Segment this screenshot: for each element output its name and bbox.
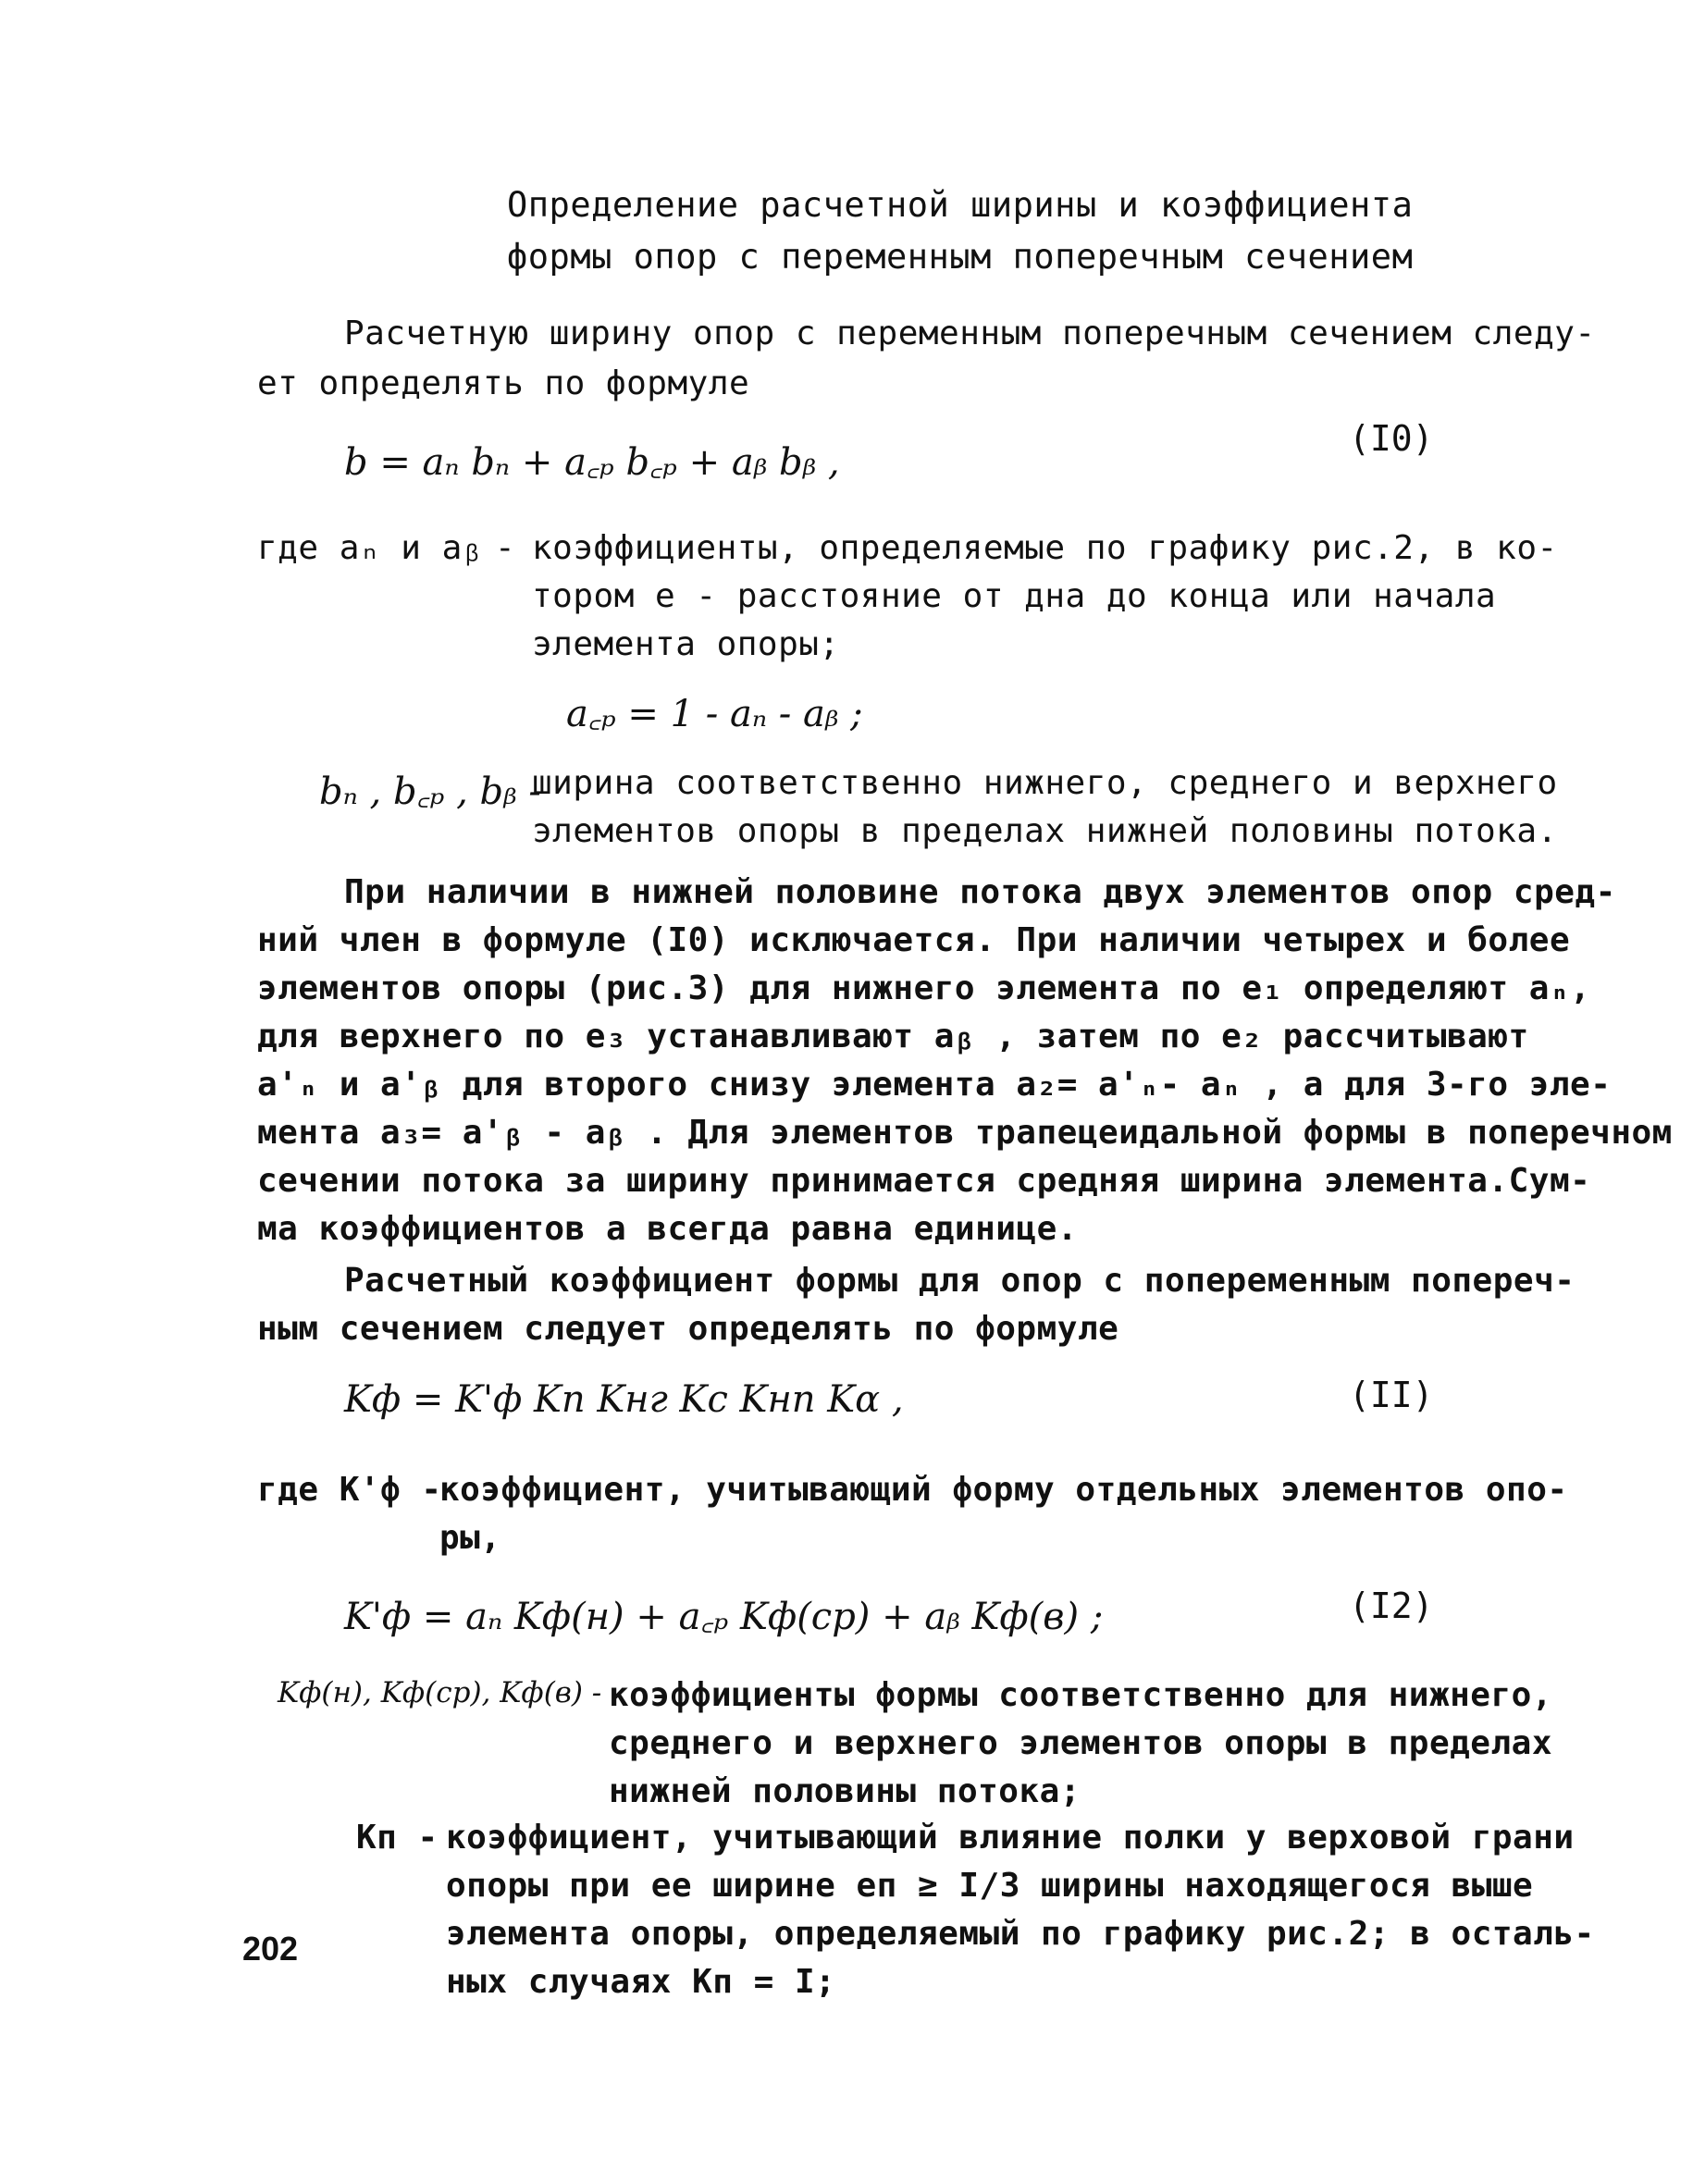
paragraph-2-line-6: мента a₃= a'ᵦ - aᵦ . Для элементов трапецеидальной формы в поперечном: [257, 1114, 1673, 1152]
where-4-line-3: нижней половины потока;: [609, 1772, 1081, 1810]
where-1-line-3: элемента опоры;: [532, 625, 840, 663]
where-2-line-2: элементов опоры в пределах нижней половины потока.: [532, 812, 1558, 850]
where-3-line-1: коэффициент, учитывающий форму отдельных элементов опо-: [439, 1471, 1568, 1509]
where-1-dash: -: [495, 529, 516, 567]
where-5-line-4: ных случаях Kп = I;: [446, 1963, 836, 2001]
paragraph-2-line-5: a'ₙ и a'ᵦ для второго снизу элемента a₂= a'ₙ- aₙ , а для 3-го эле-: [257, 1066, 1612, 1104]
title-line-1: Определение расчетной ширины и коэффициента: [507, 185, 1414, 225]
where-3-line-2: ры,: [439, 1519, 501, 1557]
equation-number-12: (I2): [1349, 1586, 1434, 1626]
paragraph-1-line-1: Расчетную ширину опор с переменным поперечным сечением следу-: [344, 315, 1596, 352]
formula-a-sr: a꜀ₚ = 1 - aₙ - aᵦ ;: [566, 693, 863, 735]
paragraph-3-line-1: Расчетный коэффициент формы для опор с попеременным попереч-: [344, 1262, 1576, 1300]
where-2-lead: bₙ , b꜀ₚ , bᵦ -: [319, 771, 541, 813]
equation-number-10: (I0): [1349, 418, 1434, 459]
where-1-line-2: тором e - расстояние от дна до конца или начала: [532, 577, 1497, 615]
paragraph-2-line-2: ний член в формуле (I0) исключается. При наличии четырех и более: [257, 921, 1571, 959]
where-5-lead: Kп -: [356, 1819, 439, 1857]
equation-number-11: (II): [1349, 1375, 1434, 1415]
where-5-line-1: коэффициент, учитывающий влияние полки у верховой грани: [446, 1819, 1575, 1857]
where-1-lead: где aₙ и aᵦ: [257, 529, 483, 567]
where-5-line-2: опоры при ее ширине eп ≥ I/3 ширины находящегося выше: [446, 1867, 1534, 1905]
paragraph-3-line-2: ным сечением следует определять по формуле: [257, 1310, 1119, 1348]
formula-11: Kф = K'ф Kп Kнг Kс Kнп Kα ,: [344, 1378, 904, 1421]
where-2-line-1: ширина соответственно нижнего, среднего и верхнего: [532, 764, 1558, 802]
where-4-line-2: среднего и верхнего элементов опоры в пределах: [609, 1724, 1552, 1762]
paragraph-2-line-1: При наличии в нижней половине потока двух элементов опор сред-: [344, 873, 1616, 911]
where-4-lead: Kф(н), Kф(ср), Kф(в) -: [278, 1676, 602, 1709]
where-1-line-1: коэффициенты, определяемые по графику рис.2, в ко-: [532, 529, 1558, 567]
paragraph-2-line-3: элементов опоры (рис.3) для нижнего элемента по e₁ определяют aₙ,: [257, 969, 1591, 1007]
where-4-line-1: коэффициенты формы соответственно для нижнего,: [609, 1676, 1552, 1714]
paragraph-1-line-2: ет определять по формуле: [257, 364, 750, 402]
paragraph-2-line-4: для верхнего по e₃ устанавливают aᵦ , затем по e₂ рассчитывают: [257, 1018, 1529, 1055]
where-3-lead: где K'ф -: [257, 1471, 442, 1509]
where-5-line-3: элемента опоры, определяемый по графику рис.2; в осталь-: [446, 1915, 1595, 1953]
paragraph-2-line-8: ма коэффициентов a всегда равна единице.: [257, 1210, 1078, 1248]
paragraph-2-line-7: сечении потока за ширину принимается средняя ширина элемента.Сум-: [257, 1162, 1591, 1200]
formula-12: K'ф = aₙ Kф(н) + a꜀ₚ Kф(ср) + aᵦ Kф(в) ;: [344, 1596, 1104, 1638]
page-number: 202: [242, 1930, 299, 1968]
title-line-2: формы опор с переменным поперечным сечением: [507, 237, 1414, 277]
formula-10: b = aₙ bₙ + a꜀ₚ b꜀ₚ + aᵦ bᵦ ,: [344, 441, 840, 484]
